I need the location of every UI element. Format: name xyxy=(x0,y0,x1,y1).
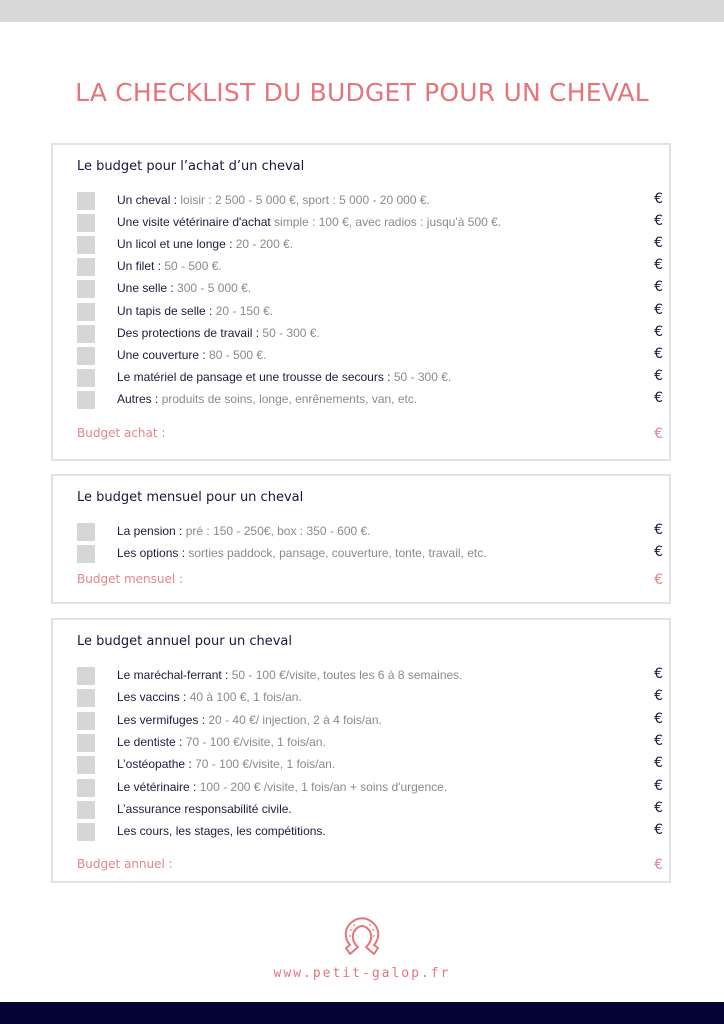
item-detail: 20 - 150 €. xyxy=(212,303,274,318)
item-label: Le vétérinaire : xyxy=(117,779,197,794)
item-detail: 40 à 100 €, 1 fois/an. xyxy=(186,690,302,705)
item-label: Des protections de travail : xyxy=(117,325,260,340)
checklist-item xyxy=(77,800,667,822)
item-label: Les options : xyxy=(117,546,186,560)
checkbox[interactable] xyxy=(77,801,95,819)
page-title: LA CHECKLIST DU BUDGET POUR UN CHEVAL xyxy=(75,78,649,107)
item-text xyxy=(117,802,292,816)
euro-icon: € xyxy=(654,213,663,230)
checklist-item xyxy=(77,711,667,733)
euro-icon: € xyxy=(654,777,663,794)
euro-icon: € xyxy=(654,367,663,384)
checklist-item xyxy=(77,822,667,844)
item-label: Les vaccins : xyxy=(117,690,187,705)
checkbox[interactable] xyxy=(77,192,95,210)
checkbox[interactable] xyxy=(77,258,95,276)
checklist-item xyxy=(77,666,667,688)
checklist-item xyxy=(77,235,667,257)
checkbox[interactable] xyxy=(77,734,95,752)
item-detail: 50 - 100 €/visite, toutes les 6 à 8 semaines. xyxy=(228,668,463,682)
checklist-item xyxy=(77,733,667,755)
item-text xyxy=(117,392,417,406)
budget-total-label: Budget achat : xyxy=(77,426,166,440)
euro-icon: € xyxy=(654,732,663,749)
checkbox[interactable] xyxy=(77,214,95,232)
horseshoe-icon xyxy=(340,914,384,960)
item-text xyxy=(117,690,302,704)
euro-icon: € xyxy=(654,572,663,588)
euro-icon: € xyxy=(654,666,663,682)
website-link[interactable]: www.petit-galop.fr xyxy=(273,966,451,981)
item-detail: pré : 150 - 250€, box : 350 - 600 €. xyxy=(182,524,371,538)
checklist-item xyxy=(77,544,667,566)
item-label: Le matériel de pansage et une trousse de secours : xyxy=(117,369,391,384)
euro-icon: € xyxy=(654,235,663,252)
checklist-item xyxy=(77,324,667,346)
checklist-item xyxy=(77,778,667,800)
checkbox[interactable] xyxy=(77,779,95,797)
item-text xyxy=(117,193,430,207)
checkbox[interactable] xyxy=(77,347,95,365)
checklist-item xyxy=(77,257,667,279)
item-text xyxy=(117,757,335,771)
checkbox[interactable] xyxy=(77,545,95,563)
euro-icon: € xyxy=(654,301,663,318)
euro-icon: € xyxy=(654,389,663,406)
item-label: Une visite vétérinaire d'achat xyxy=(117,215,271,230)
item-text xyxy=(117,281,251,295)
checklist-item xyxy=(77,213,667,235)
budget-total-row xyxy=(77,857,667,871)
item-text xyxy=(117,524,371,538)
item-text xyxy=(117,259,222,273)
euro-icon: € xyxy=(654,544,663,560)
item-label: Un licol et une longe : xyxy=(117,237,233,252)
euro-icon: € xyxy=(654,522,663,538)
checklist-item xyxy=(77,346,667,368)
item-detail: 70 - 100 €/visite, 1 fois/an. xyxy=(191,757,336,772)
section-title: Le budget pour l’achat d’un cheval xyxy=(77,159,305,174)
item-label: L’assurance responsabilité civile. xyxy=(117,801,292,816)
item-detail: 80 - 500 €. xyxy=(205,347,267,362)
euro-icon: € xyxy=(654,345,663,362)
euro-icon: € xyxy=(654,755,663,772)
item-text xyxy=(117,370,451,384)
item-label: Autres : xyxy=(117,391,159,406)
budget-total-row xyxy=(77,572,667,586)
euro-icon: € xyxy=(654,257,663,274)
checklist-item xyxy=(77,191,667,213)
checklist-item xyxy=(77,279,667,301)
checkbox[interactable] xyxy=(77,303,95,321)
item-label: Un cheval : xyxy=(117,193,178,207)
checklist-item xyxy=(77,522,667,544)
section-purchase-budget xyxy=(51,143,671,461)
item-detail: 70 - 100 €/visite, 1 fois/an. xyxy=(182,734,326,749)
item-detail: 20 - 200 €. xyxy=(232,237,294,252)
item-label: Une selle : xyxy=(117,281,174,296)
item-detail: 300 - 5 000 €. xyxy=(173,281,252,296)
checklist-item xyxy=(77,755,667,777)
item-text xyxy=(117,237,293,251)
checkbox[interactable] xyxy=(77,280,95,298)
item-text xyxy=(117,735,326,749)
item-text xyxy=(117,824,326,838)
checkbox[interactable] xyxy=(77,712,95,730)
euro-icon: € xyxy=(654,191,663,207)
section-title: Le budget annuel pour un cheval xyxy=(77,634,292,649)
checklist-item xyxy=(77,390,667,412)
item-text xyxy=(117,215,501,229)
item-label: La pension : xyxy=(117,524,183,538)
item-text xyxy=(117,713,382,727)
item-text xyxy=(117,348,266,362)
item-text xyxy=(117,546,487,560)
item-label: Un filet : xyxy=(117,259,162,274)
item-detail: 100 - 200 € /visite, 1 fois/an + soins d'urgence. xyxy=(196,779,448,794)
checkbox[interactable] xyxy=(77,523,95,541)
bottom-bar xyxy=(0,1002,724,1024)
section-monthly-budget xyxy=(51,474,671,604)
item-text xyxy=(117,326,320,340)
checkbox[interactable] xyxy=(77,756,95,774)
top-bar xyxy=(0,0,724,22)
euro-icon: € xyxy=(654,279,663,296)
checklist-item xyxy=(77,368,667,390)
checkbox[interactable] xyxy=(77,325,95,343)
euro-icon: € xyxy=(654,799,663,816)
item-label: Les vermifuges : xyxy=(117,712,206,727)
checklist-item xyxy=(77,302,667,324)
checkbox[interactable] xyxy=(77,369,95,387)
item-label: Le maréchal-ferrant : xyxy=(117,668,229,682)
item-text xyxy=(117,668,463,682)
item-label: Une couverture : xyxy=(117,347,206,362)
item-detail: 20 - 40 €/ injection, 2 à 4 fois/an. xyxy=(205,712,382,727)
euro-icon: € xyxy=(654,822,663,839)
section-annual-budget xyxy=(51,618,671,883)
item-label: Les cours, les stages, les compétitions. xyxy=(117,824,326,839)
euro-icon: € xyxy=(654,857,663,873)
checkbox[interactable] xyxy=(77,391,95,409)
checkbox[interactable] xyxy=(77,236,95,254)
checkbox[interactable] xyxy=(77,823,95,841)
section-title: Le budget mensuel pour un cheval xyxy=(77,490,304,505)
item-detail: produits de soins, longe, enrênements, van, etc. xyxy=(158,391,418,406)
item-detail: 50 - 500 €. xyxy=(161,259,222,274)
euro-icon: € xyxy=(654,426,663,442)
euro-icon: € xyxy=(654,710,663,727)
item-detail: 50 - 300 €. xyxy=(390,369,452,384)
item-detail: loisir : 2 500 - 5 000 €, sport : 5 000 - 20 000 €. xyxy=(177,193,430,207)
checklist-item xyxy=(77,688,667,710)
budget-total-row xyxy=(77,426,667,440)
item-text xyxy=(117,304,273,318)
checkbox[interactable] xyxy=(77,667,95,685)
item-label: Le dentiste : xyxy=(117,734,183,749)
item-detail: simple : 100 €, avec radios : jusqu'à 500 €. xyxy=(270,215,502,230)
item-detail: sorties paddock, pansage, couverture, tonte, travail, etc. xyxy=(185,546,487,560)
item-label: L’ostéopathe : xyxy=(117,757,192,772)
euro-icon: € xyxy=(654,323,663,340)
budget-total-label: Budget annuel : xyxy=(77,857,173,871)
checkbox[interactable] xyxy=(77,689,95,707)
item-label: Un tapis de selle : xyxy=(117,303,213,318)
euro-icon: € xyxy=(654,688,663,705)
item-text xyxy=(117,780,447,794)
item-detail: 50 - 300 €. xyxy=(259,325,320,340)
budget-total-label: Budget mensuel : xyxy=(77,572,184,586)
